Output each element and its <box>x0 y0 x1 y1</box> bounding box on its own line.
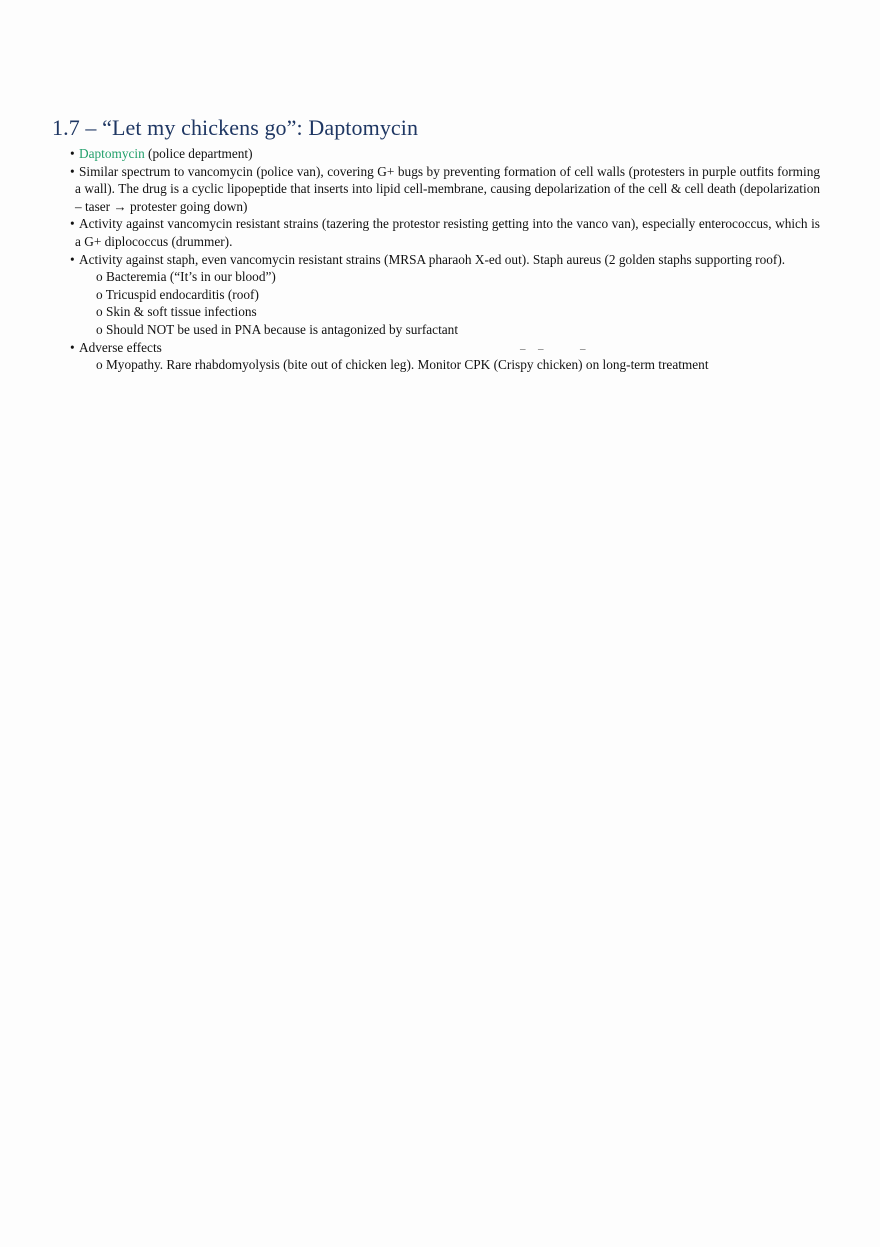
dash-mark: – <box>520 342 526 355</box>
bullet-text: Activity against vancomycin resistant strains (tazering the protestor resisting getting into the vanco van), especially enterococcus, which is a G+ diplococcus (drummer). <box>75 216 820 249</box>
bullet-glyph: • <box>70 216 75 232</box>
dash-marks <box>520 339 603 359</box>
dash-mark: – <box>538 342 544 355</box>
bullet-text: (police department) <box>144 146 253 161</box>
sub-item-bacteremia: o Bacteremia (“It’s in our blood”) <box>96 269 276 285</box>
bullet-text: Adverse effects <box>79 339 162 355</box>
bullet-text: Activity against staph, even vancomycin resistant strains (MRSA pharaoh X-ed out). Staph aureus (2 golden staphs supporting roof). <box>79 251 786 267</box>
sub-item-endocarditis: o Tricuspid endocarditis (roof) <box>96 286 259 302</box>
bullet-glyph: • <box>70 146 75 161</box>
drug-name: Daptomycin <box>79 146 145 161</box>
bullet-text: Similar spectrum to vancomycin (police van), covering G+ bugs by preventing formation of cell walls (protesters in purple outfits forming a wall). The drug is a cyclic lipopeptide that inserts into lipid cell-membrane, causing depolarization of the cell & cell death (depolarization – taser → protester going down) <box>75 163 820 214</box>
sub-item-pna-warning: o Should NOT be used in PNA because is antagonized by surfactant <box>96 321 459 337</box>
bullet-glyph: • <box>70 251 75 267</box>
sub-item-skin-infections: o Skin & soft tissue infections <box>96 304 257 320</box>
bullet-adverse-effects <box>61 339 820 374</box>
sub-list <box>75 268 820 338</box>
section-title: 1.7 – “Let my chickens go”: Daptomycin <box>52 115 419 140</box>
sub-item-myopathy: o Myopathy. Rare rhabdomyolysis (bite out of chicken leg). Monitor CPK (Crispy chicken) on long-term treatment <box>96 357 709 373</box>
dash-mark: – <box>580 342 586 355</box>
bullet-glyph: • <box>70 163 75 179</box>
sub-list <box>75 356 820 374</box>
bullet-spectrum <box>61 163 820 216</box>
bullet-staph-activity <box>61 251 820 339</box>
bullet-glyph: • <box>70 339 75 355</box>
bullet-list <box>52 145 820 374</box>
bullet-daptomycin <box>61 145 820 163</box>
bullet-vancomycin-resistance <box>61 215 820 250</box>
document-page <box>52 115 820 374</box>
